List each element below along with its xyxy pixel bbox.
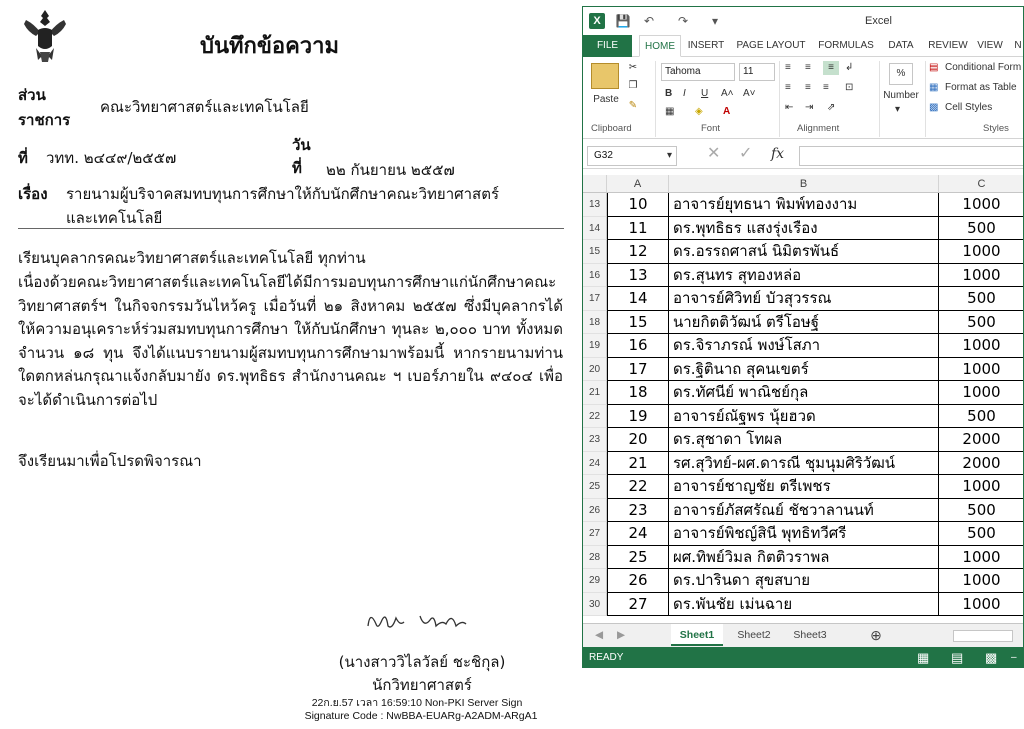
cell-no[interactable]: 13 xyxy=(607,264,669,288)
tab-more[interactable]: N xyxy=(1014,40,1022,51)
handwritten-signature xyxy=(362,600,482,636)
row-header[interactable]: 22 xyxy=(583,405,607,429)
window-title: Excel xyxy=(865,15,892,27)
dept-value: คณะวิทยาศาสตร์และเทคโนโลยี xyxy=(100,98,309,116)
date-value: ๒๒ กันยายน ๒๕๕๗ xyxy=(326,161,455,179)
column-header-b[interactable]: B xyxy=(669,175,939,193)
select-all-corner[interactable] xyxy=(583,175,607,193)
subject-line2: และเทคโนโลยี xyxy=(66,209,163,227)
decrease-indent-icon[interactable]: ⇤ xyxy=(785,102,794,113)
cancel-icon[interactable]: ✕ xyxy=(707,145,721,162)
number-group-button[interactable]: Number xyxy=(883,90,919,101)
group-clipboard-label: Clipboard xyxy=(591,123,632,134)
date-label-line2: ที่ xyxy=(292,159,302,177)
fill-color-icon[interactable]: ◈ xyxy=(695,106,703,117)
ref-label: ที่ xyxy=(18,149,28,167)
font-color-icon[interactable]: A xyxy=(723,106,731,117)
conditional-format-button[interactable]: Conditional Form xyxy=(945,62,1022,73)
cell-no[interactable]: 26 xyxy=(607,569,669,593)
next-sheet-icon[interactable]: ▶ xyxy=(616,629,626,641)
divider xyxy=(18,228,564,229)
cell-amount[interactable]: 1000 xyxy=(939,358,1024,382)
cell-no[interactable]: 18 xyxy=(607,381,669,405)
cell-name[interactable]: ดร.อรรถศาสน์ นิมิตรพันธ์ xyxy=(669,240,939,264)
normal-view-icon[interactable]: ▦ xyxy=(917,650,930,665)
salutation: เรียนบุคลากรคณะวิทยาศาสตร์และเทคโนโลยี ทุกท่าน xyxy=(18,249,366,267)
cell-amount[interactable]: 1000 xyxy=(939,546,1024,570)
cell-amount[interactable]: 1000 xyxy=(939,193,1024,217)
cell-no[interactable]: 12 xyxy=(607,240,669,264)
conditional-format-icon: ▤ xyxy=(929,62,939,73)
signer-title: นักวิทยาศาสตร์ xyxy=(372,676,472,694)
cell-name[interactable]: ดร.จิราภรณ์ พงษ์โสภา xyxy=(669,334,939,358)
row-header[interactable]: 29 xyxy=(583,569,607,593)
cell-no[interactable]: 27 xyxy=(607,593,669,617)
merge-center-icon[interactable]: ⊡ xyxy=(845,82,854,93)
cell-amount[interactable]: 1000 xyxy=(939,569,1024,593)
cell-no[interactable]: 22 xyxy=(607,475,669,499)
row-header[interactable]: 20 xyxy=(583,358,607,382)
underline-button[interactable]: U xyxy=(701,88,709,99)
memo-title: บันทึกข้อความ xyxy=(200,34,340,59)
cell-amount[interactable]: 500 xyxy=(939,522,1024,546)
sheet-tab-3[interactable]: Sheet3 xyxy=(793,629,827,641)
ribbon-tabs xyxy=(583,35,1024,57)
cell-amount[interactable]: 500 xyxy=(939,287,1024,311)
row-header[interactable]: 16 xyxy=(583,264,607,288)
tab-view[interactable]: VIEW xyxy=(977,40,1003,51)
cell-no[interactable]: 20 xyxy=(607,428,669,452)
row-header[interactable]: 15 xyxy=(583,240,607,264)
undo-icon[interactable]: ↶ xyxy=(643,14,655,28)
cell-name[interactable]: ดร.พุทธิธร แสงรุ่งเรือง xyxy=(669,217,939,241)
date-label-line1: วัน xyxy=(292,136,311,154)
cell-no[interactable]: 19 xyxy=(607,405,669,429)
tab-file[interactable]: FILE xyxy=(583,35,632,57)
cell-no[interactable]: 17 xyxy=(607,358,669,382)
formula-bar xyxy=(583,143,1024,169)
status-bar xyxy=(583,647,1024,668)
cell-amount[interactable]: 1000 xyxy=(939,381,1024,405)
group-alignment-label: Alignment xyxy=(797,123,840,134)
clipboard-icon xyxy=(591,63,619,89)
sign-code: Signature Code : NwBBA-EUARg-A2ADM-ARgA1 xyxy=(304,710,538,722)
row-header[interactable]: 26 xyxy=(583,499,607,523)
closing-line: จึงเรียนมาเพื่อโปรดพิจารณา xyxy=(18,452,202,470)
row-header[interactable]: 18 xyxy=(583,311,607,335)
page-layout-view-icon[interactable]: ▤ xyxy=(951,650,964,665)
ref-value: วทท. ๒๔๔๙/๒๕๕๗ xyxy=(46,149,177,167)
page-break-view-icon[interactable]: ▩ xyxy=(985,650,998,665)
number-dropdown-icon[interactable]: ▾ xyxy=(895,104,901,115)
name-box[interactable]: G32 xyxy=(587,146,677,166)
increase-indent-icon[interactable]: ⇥ xyxy=(805,102,814,113)
garuda-emblem-icon xyxy=(16,6,74,64)
tab-formulas[interactable]: FORMULAS xyxy=(818,40,874,51)
prev-sheet-icon[interactable]: ◀ xyxy=(594,629,604,641)
cell-amount[interactable]: 1000 xyxy=(939,475,1024,499)
format-table-icon: ▦ xyxy=(929,82,939,93)
tab-home[interactable]: HOME xyxy=(639,35,681,57)
align-center-icon[interactable]: ≡ xyxy=(805,82,811,93)
dept-label-line1: ส่วน xyxy=(18,86,46,104)
column-header-c[interactable]: C xyxy=(939,175,1024,193)
cell-amount[interactable]: 1000 xyxy=(939,264,1024,288)
subject-label: เรื่อง xyxy=(18,185,48,203)
cell-name[interactable]: อาจารย์ณัฐพร นุ้ยฮวด xyxy=(669,405,939,429)
cell-name[interactable]: อาจารย์ยุทธนา พิมพ์ทองงาม xyxy=(669,193,939,217)
tab-data[interactable]: DATA xyxy=(888,40,914,51)
orientation-icon[interactable]: ⇗ xyxy=(827,102,836,113)
grow-font-icon[interactable]: A˄ xyxy=(721,88,734,99)
cell-no[interactable]: 25 xyxy=(607,546,669,570)
cell-amount[interactable]: 500 xyxy=(939,405,1024,429)
cell-name[interactable]: อาจารย์พิชญ์สินี พุทธิทวีศรี xyxy=(669,522,939,546)
format-as-table-button[interactable]: Format as Table xyxy=(945,82,1017,93)
tab-insert[interactable]: INSERT xyxy=(687,40,725,51)
excel-window xyxy=(582,6,1024,668)
cell-styles-button[interactable]: Cell Styles xyxy=(945,102,993,113)
cell-amount[interactable]: 500 xyxy=(939,311,1024,335)
ribbon-home xyxy=(583,57,1024,139)
font-size-combo[interactable]: 11 xyxy=(739,63,775,81)
cell-no[interactable]: 10 xyxy=(607,193,669,217)
cell-no[interactable]: 21 xyxy=(607,452,669,476)
memo-body: เนื่องด้วยคณะวิทยาศาสตร์และเทคโนโลยีได้มีการมอบทุนการศึกษาแก่นักศึกษาคณะวิทยาศาสตร์ฯ ในกิจจกรรมวันไหว้ครู เมื่อวันที่ ๒๑ สิงหาคม ๒๕๕๗ ซึ่งมีบุคลากรได้ให้ความอนุเคราะห์ร่วมสมทบทุนการศึกษา ให้กับนักศึกษา ทุนละ ๒,๐๐๐ บาท ทั้งหมด จำนวน ๑๘ ทุน จึงได้แนบรายนามผู้สมทบทุนการศึกษามาพร้อมนี้ หากรายนามท่านใดตกหล่นกรุณาแจ้งกลับมายัง ดร.พุทธิธร สำนักงานคณะ ฯ เบอร์ภายใน ๙๔๐๔ เพื่อจะได้ดำเนินการต่อไป xyxy=(18,273,563,409)
paste-button[interactable]: Paste xyxy=(593,94,619,105)
column-header-a[interactable]: A xyxy=(607,175,669,193)
group-styles-label: Styles xyxy=(983,123,1009,134)
align-top-icon[interactable]: ≡ xyxy=(785,62,791,73)
formula-input[interactable] xyxy=(799,146,1024,166)
row-header[interactable]: 25 xyxy=(583,475,607,499)
bold-button[interactable]: B xyxy=(665,88,673,99)
horizontal-scrollbar[interactable] xyxy=(953,630,1013,642)
cell-name[interactable]: ดร.ทัศนีย์ พาณิชย์กุล xyxy=(669,381,939,405)
group-separator xyxy=(655,61,656,137)
cell-name[interactable]: นายกิตติวัฒน์ ตรีโอษฐ์ xyxy=(669,311,939,335)
cell-name[interactable]: อาจารย์ชาญชัย ตรีเพชร xyxy=(669,475,939,499)
row-header[interactable]: 13 xyxy=(583,193,607,217)
cell-amount[interactable]: 500 xyxy=(939,217,1024,241)
redo-icon[interactable]: ↷ xyxy=(677,14,689,28)
cell-amount[interactable]: 1000 xyxy=(939,593,1024,617)
cell-name[interactable]: ดร.สุชาดา โทผล xyxy=(669,428,939,452)
cell-no[interactable]: 11 xyxy=(607,217,669,241)
cell-name[interactable]: ผศ.ทิพย์วิมล กิตติวราพล xyxy=(669,546,939,570)
insert-function-button[interactable]: fx xyxy=(771,146,785,162)
sheet-tab-2[interactable]: Sheet2 xyxy=(737,629,771,641)
worksheet-grid[interactable] xyxy=(583,175,1024,623)
zoom-out-icon[interactable]: – xyxy=(1011,652,1017,663)
borders-icon[interactable]: ▦ xyxy=(665,106,675,117)
cell-styles-icon: ▩ xyxy=(929,102,939,113)
cell-amount[interactable]: 500 xyxy=(939,499,1024,523)
align-bottom-icon[interactable]: ≡ xyxy=(823,61,839,75)
row-header[interactable]: 27 xyxy=(583,522,607,546)
cell-name[interactable]: อาจารย์ศิวิทย์ บัวสุวรรณ xyxy=(669,287,939,311)
cell-no[interactable]: 24 xyxy=(607,522,669,546)
row-header[interactable]: 17 xyxy=(583,287,607,311)
cell-name[interactable]: ดร.ปารินดา สุขสบาย xyxy=(669,569,939,593)
group-font-label: Font xyxy=(701,123,721,134)
group-separator xyxy=(925,61,926,137)
cell-amount[interactable]: 2000 xyxy=(939,452,1024,476)
sheet-tab-1[interactable]: Sheet1 xyxy=(671,624,723,646)
shrink-font-icon[interactable]: A˅ xyxy=(743,88,756,99)
row-header[interactable]: 28 xyxy=(583,546,607,570)
align-left-icon[interactable]: ≡ xyxy=(785,82,791,93)
sheet-tab-bar xyxy=(583,623,1024,647)
align-middle-icon[interactable]: ≡ xyxy=(805,62,811,73)
cell-amount[interactable]: 1000 xyxy=(939,240,1024,264)
group-separator xyxy=(879,61,880,137)
add-sheet-icon[interactable]: ⊕ xyxy=(870,627,882,643)
cell-name[interactable]: อาจารย์ภัสศรัณย์ ชัชวาลานนท์ xyxy=(669,499,939,523)
quick-access-dropdown-icon[interactable]: ▾ xyxy=(711,14,719,28)
sign-timestamp: 22ก.ย.57 เวลา 16:59:10 Non-PKI Server Sign xyxy=(311,697,523,709)
copy-icon[interactable]: ❐ xyxy=(628,80,638,91)
cell-no[interactable]: 16 xyxy=(607,334,669,358)
tab-review[interactable]: REVIEW xyxy=(928,40,968,51)
title-bar xyxy=(583,7,1024,35)
excel-logo-icon: X xyxy=(589,13,605,29)
row-header[interactable]: 21 xyxy=(583,381,607,405)
align-right-icon[interactable]: ≡ xyxy=(823,82,829,93)
row-header[interactable]: 14 xyxy=(583,217,607,241)
font-name-combo[interactable]: Tahoma xyxy=(661,63,735,81)
wrap-text-icon[interactable]: ↲ xyxy=(845,62,854,73)
percent-format-button[interactable]: % xyxy=(889,63,913,85)
signer-name: (นางสาววิไลวัลย์ ชะชิกุล) xyxy=(338,653,506,671)
cell-name[interactable]: ดร.ฐิตินาถ สุคนเขตร์ xyxy=(669,358,939,382)
row-header[interactable]: 23 xyxy=(583,428,607,452)
cut-icon[interactable]: ✂ xyxy=(628,62,638,73)
row-header[interactable]: 24 xyxy=(583,452,607,476)
cell-name[interactable]: ดร.พันชัย เม่นฉาย xyxy=(669,593,939,617)
group-separator xyxy=(779,61,780,137)
subject-line1: รายนามผู้บริจาคสมทบทุนการศึกษาให้กับนักศึกษาคณะวิทยาศาสตร์ xyxy=(66,185,500,203)
row-header[interactable]: 30 xyxy=(583,593,607,617)
cell-name[interactable]: ดร.สุนทร สุทองหล่อ xyxy=(669,264,939,288)
cell-no[interactable]: 23 xyxy=(607,499,669,523)
format-painter-icon[interactable]: ✎ xyxy=(628,100,638,111)
tab-page-layout[interactable]: PAGE LAYOUT xyxy=(736,40,806,51)
italic-button[interactable]: I xyxy=(683,88,686,99)
name-box-dropdown-icon[interactable]: ▾ xyxy=(667,150,673,161)
cell-no[interactable]: 15 xyxy=(607,311,669,335)
status-text: READY xyxy=(589,652,624,663)
row-header[interactable]: 19 xyxy=(583,334,607,358)
cell-amount[interactable]: 1000 xyxy=(939,334,1024,358)
cell-amount[interactable]: 2000 xyxy=(939,428,1024,452)
cell-name[interactable]: รศ.สุวิทย์-ผศ.ดารณี ชุมนุมศิริวัฒน์ xyxy=(669,452,939,476)
dept-label-line2: ราชการ xyxy=(18,111,71,129)
cell-no[interactable]: 14 xyxy=(607,287,669,311)
enter-icon[interactable]: ✓ xyxy=(739,145,753,162)
save-icon[interactable]: 💾 xyxy=(615,14,631,28)
